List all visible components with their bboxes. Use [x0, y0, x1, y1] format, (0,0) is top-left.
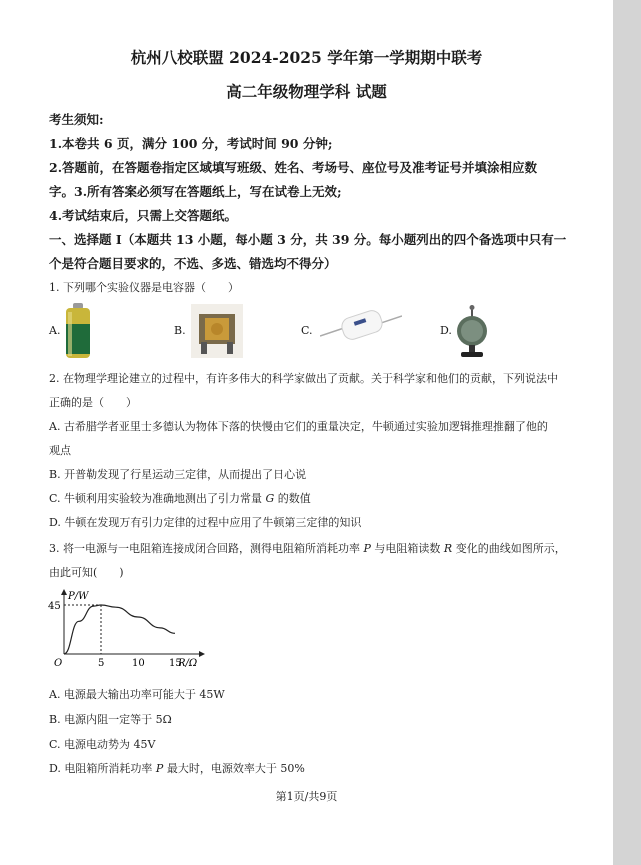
x-tick-label: 15 — [169, 658, 182, 669]
q3-stem-cont: 由此可知( ) — [49, 566, 124, 579]
section-heading: 一、选择题 I（本题共 13 小题，每小题 3 分，共 39 分。每小题列出的四个备选项中只有一 — [49, 232, 567, 247]
q2-stem: 2. 在物理学理论建立的过程中，有许多伟大的科学家做出了贡献。关于科学家和他们的贡献，下列说法中 — [49, 372, 558, 385]
q1-stem: 1. 下列哪个实验仪器是电容器（ ） — [49, 281, 239, 294]
q2-option-c: C. 牛顿利用实验较为准确地测出了引力常量 G 的数值 — [49, 492, 311, 505]
notice-item-1: 1.本卷共 6 页，满分 100 分，考试时间 90 分钟; — [49, 136, 333, 151]
x-axis-label: R/Ω — [178, 658, 198, 669]
battery-image — [63, 302, 93, 360]
q2-option-d: D. 牛顿在发现万有引力定律的过程中应用了牛顿第三定律的知识 — [49, 516, 362, 529]
x-tick-label: 10 — [132, 658, 145, 669]
x-tick-label: 5 — [98, 658, 105, 669]
notice-heading: 考生须知: — [49, 112, 104, 127]
q3-option-b: B. 电源内阻一定等于 5Ω — [49, 713, 172, 726]
notice-item-4: 4.考试结束后，只需上交答题纸。 — [49, 208, 238, 223]
y-axis-label: P/W — [68, 591, 89, 602]
q2-stem-cont: 正确的是（ ） — [49, 396, 137, 409]
exam-subtitle: 高二年级物理学科 试题 — [226, 82, 387, 101]
page-number: 第1页/共9页 — [275, 790, 338, 803]
relay-image — [191, 304, 243, 358]
capacitor-image — [320, 306, 402, 350]
section-heading-cont: 个是符合题目要求的，不选、多选、错选均不得分） — [49, 256, 337, 271]
exam-title: 杭州八校联盟 2024-2025 学年第一学期期中联考 — [130, 48, 483, 67]
electroscope-image — [452, 305, 492, 359]
q1-option-d-label: D. — [440, 324, 452, 337]
power-curve — [64, 605, 175, 654]
q2-option-a: A. 古希腊学者亚里士多德认为物体下落的快慢由它们的重量决定，牛顿通过实验加逻辑推理推翻了他的 — [49, 420, 548, 433]
q2-option-b: B. 开普勒发现了行星运动三定律，从而提出了日心说 — [49, 468, 307, 481]
notice-item-2-cont: 字。3.所有答案必须写在答题纸上，写在试卷上无效; — [49, 184, 342, 199]
power-resistance-chart — [44, 586, 214, 676]
q1-option-b-label: B. — [174, 324, 186, 337]
q3-option-d: D. 电阻箱所消耗功率 P 最大时，电源效率大于 50% — [49, 762, 305, 775]
q3-option-c: C. 电源电动势为 45V — [49, 738, 156, 751]
y-tick-label: 45 — [48, 601, 61, 612]
q1-option-a-label: A. — [49, 324, 61, 337]
q3-option-a: A. 电源最大输出功率可能大于 45W — [49, 688, 225, 701]
notice-item-2: 2.答题前，在答题卷指定区域填写班级、姓名、考场号、座位号及准考证号并填涂相应数 — [49, 160, 538, 175]
scrollbar[interactable] — [613, 0, 641, 865]
q1-option-c-label: C. — [301, 324, 313, 337]
q2-option-a-cont: 观点 — [49, 444, 71, 457]
q3-stem: 3. 将一电源与一电阻箱连接成闭合回路，测得电阻箱所消耗功率 P 与电阻箱读数 R 变化的曲线如图所示， — [49, 542, 566, 555]
origin-label: O — [54, 658, 63, 669]
